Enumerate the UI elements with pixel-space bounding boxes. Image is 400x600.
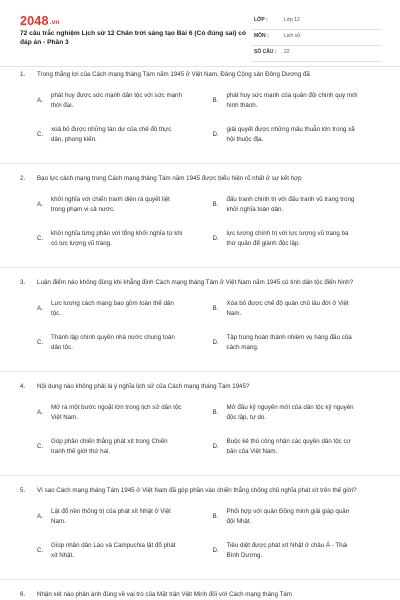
option-letter: C. [37, 235, 44, 242]
option-letter: A. [37, 201, 43, 208]
option-letter: B. [212, 409, 219, 416]
page-header [0, 0, 400, 62]
option-a[interactable] [37, 195, 203, 229]
question-6 [0, 590, 400, 599]
option-text: giải quyết được những mâu thuẫn lớn trong xã hội thuộc địa. [226, 126, 355, 143]
option-text: Góp phần chiến thắng phát xít trong Chiến tranh thế giới thứ hai. [51, 438, 168, 455]
option-text: khởi nghĩa từng phần với tổng khởi nghĩa từ khi có lực lượng vũ trang. [51, 230, 183, 247]
option-letter: B. [212, 201, 219, 208]
meta-info-box [252, 14, 382, 62]
option-d[interactable] [213, 125, 379, 159]
question-divider [0, 267, 400, 268]
option-text: phát huy sức mạnh của quân đội chính quy mới hình thành. [226, 92, 358, 109]
option-letter: D. [212, 547, 219, 554]
question-list [0, 70, 400, 600]
site-logo[interactable] [20, 14, 60, 28]
meta-label: MÔN : [254, 33, 269, 39]
question-1 [0, 70, 400, 159]
question-5 [0, 486, 400, 575]
question-text: Nhận xét nào phản ánh đúng về vai trò của Mặt trận Việt Minh đối với Cách mạng tháng Tám [37, 591, 292, 598]
options-grid [37, 195, 378, 263]
question-number: 6. [20, 591, 26, 598]
meta-value: Lớp 12 [284, 17, 300, 23]
option-b[interactable] [213, 91, 379, 125]
option-a[interactable] [37, 507, 203, 541]
question-text: Vì sao Cách mạng tháng Tám 1945 ở Việt Nam đã góp phần vào chiến thắng chống chủ nghĩa phát xít trên thế giới? [37, 487, 357, 494]
question-text: Luận điểm nào không đúng khi khẳng định Cách mạng tháng Tám ở Việt Nam năm 1945 có tính dân tộc điển hình? [37, 279, 354, 286]
option-a[interactable] [37, 91, 203, 125]
options-grid [37, 91, 378, 159]
option-b[interactable] [213, 299, 379, 333]
option-c[interactable] [37, 229, 203, 263]
option-d[interactable] [213, 333, 379, 367]
option-letter: C. [37, 547, 44, 554]
option-letter: D. [212, 235, 219, 242]
question-text: Bạo lực cách mạng trong Cách mạng tháng Tám năm 1945 được biểu hiện rõ nhất ở sự kết hợp [37, 175, 302, 182]
options-grid [37, 299, 378, 367]
option-d[interactable] [213, 437, 379, 471]
option-c[interactable] [37, 333, 203, 367]
option-text: khởi nghĩa với chiến tranh diện rà quyết liệt trong phạm vi cả nước. [51, 196, 170, 213]
option-d[interactable] [213, 229, 379, 263]
meta-row-grade [252, 14, 382, 30]
question-text: Trong thắng lợi của Cách mạng tháng Tám năm 1945 ở Việt Nam, Đảng Cộng sản Đông Dương đã [37, 71, 310, 78]
option-letter: C. [37, 443, 44, 450]
option-b[interactable] [213, 195, 379, 229]
option-text: Tập trung hoàn thành nhiệm vụ hàng đầu của cách mạng. [226, 334, 352, 351]
question-3 [0, 278, 400, 367]
option-c[interactable] [37, 541, 203, 575]
option-text: phát huy được sức mạnh dân tộc với sức mạnh thời đại. [51, 92, 182, 109]
option-letter: A. [37, 513, 43, 520]
option-text: Mở ra một bước ngoặt lớn trong lịch sử dân tộc Việt Nam. [51, 404, 182, 421]
question-number: 4. [20, 383, 26, 390]
option-text: Lực lượng cách mạng bao gồm toàn thể dân tộc. [51, 300, 174, 317]
option-text: Lật đổ nền thống trị của phát xít Nhật ở Việt Nam. [51, 508, 171, 525]
question-number: 3. [20, 279, 26, 286]
question-number: 1. [20, 71, 26, 78]
header-divider [0, 66, 400, 67]
question-number: 5. [20, 487, 26, 494]
question-divider [0, 371, 400, 372]
option-letter: B. [212, 97, 219, 104]
meta-value: Lịch sử [284, 33, 301, 39]
option-text: lực lượng chính trị với lực lượng vũ trang ba thứ quân để giành độc lập. [226, 230, 349, 247]
meta-label: LỚP : [254, 17, 268, 23]
meta-value: 22 [284, 49, 290, 55]
option-b[interactable] [213, 507, 379, 541]
option-letter: C. [37, 131, 44, 138]
question-number: 2. [20, 175, 26, 182]
option-text: Mở đầu kỷ nguyên mới của dân tộc kỷ nguyên độc lập, tự do. [226, 404, 354, 421]
option-text: Tiêu diệt được phát xít Nhật ở châu Á - Thái Bình Dương. [226, 542, 348, 559]
option-text: Buộc kẻ thù công nhận các quyền dân tộc cơ bản của Việt Nam. [226, 438, 351, 455]
option-b[interactable] [213, 403, 379, 437]
question-divider [0, 475, 400, 476]
option-text: Phối hợp với quân Đồng minh giải giáp quân đội Nhật. [226, 508, 350, 525]
option-text: xoá bỏ được những tàn dư của chế độ thực dân, phong kiến. [51, 126, 172, 143]
question-2 [0, 174, 400, 263]
option-letter: C. [37, 339, 44, 346]
option-letter: B. [212, 513, 219, 520]
meta-label: SỐ CÂU : [254, 49, 277, 55]
option-letter: D. [212, 443, 219, 450]
option-letter: A. [37, 409, 43, 416]
question-text: Nội dung nào không phải là ý nghĩa lịch sử của Cách mạng tháng Tám 1945? [37, 383, 250, 390]
option-letter: D. [212, 131, 219, 138]
logo-main: 2048 [20, 14, 49, 28]
option-c[interactable] [37, 437, 203, 471]
option-c[interactable] [37, 125, 203, 159]
question-4 [0, 382, 400, 471]
option-text: Thành lập chính quyền nhà nước chung toàn dân tộc. [51, 334, 175, 351]
option-text: Giúp nhân dân Lào và Campuchia lật đổ phát xít Nhật. [51, 542, 176, 559]
option-a[interactable] [37, 299, 203, 333]
option-letter: A. [37, 305, 43, 312]
meta-row-subject [252, 30, 382, 46]
page-title: 72 câu trắc nghiệm Lịch sử 12 Chân trời sáng tạo Bài 6 (Có đúng sai) có đáp án - Phần 3 [20, 30, 247, 46]
option-letter: D. [212, 339, 219, 346]
option-d[interactable] [213, 541, 379, 575]
option-text: đấu tranh chính trị với đấu tranh vũ trang trong khởi nghĩa toàn dân. [226, 196, 355, 213]
meta-row-count [252, 46, 382, 62]
option-text: Xóa bỏ được chế độ quân chủ lâu đời ở Việt Nam. [226, 300, 349, 317]
logo-suffix: .vn [49, 19, 60, 26]
option-letter: A. [37, 97, 43, 104]
question-divider [0, 579, 400, 580]
question-divider [0, 163, 400, 164]
option-letter: B. [212, 305, 219, 312]
options-grid [37, 507, 378, 575]
options-grid [37, 403, 378, 471]
option-a[interactable] [37, 403, 203, 437]
